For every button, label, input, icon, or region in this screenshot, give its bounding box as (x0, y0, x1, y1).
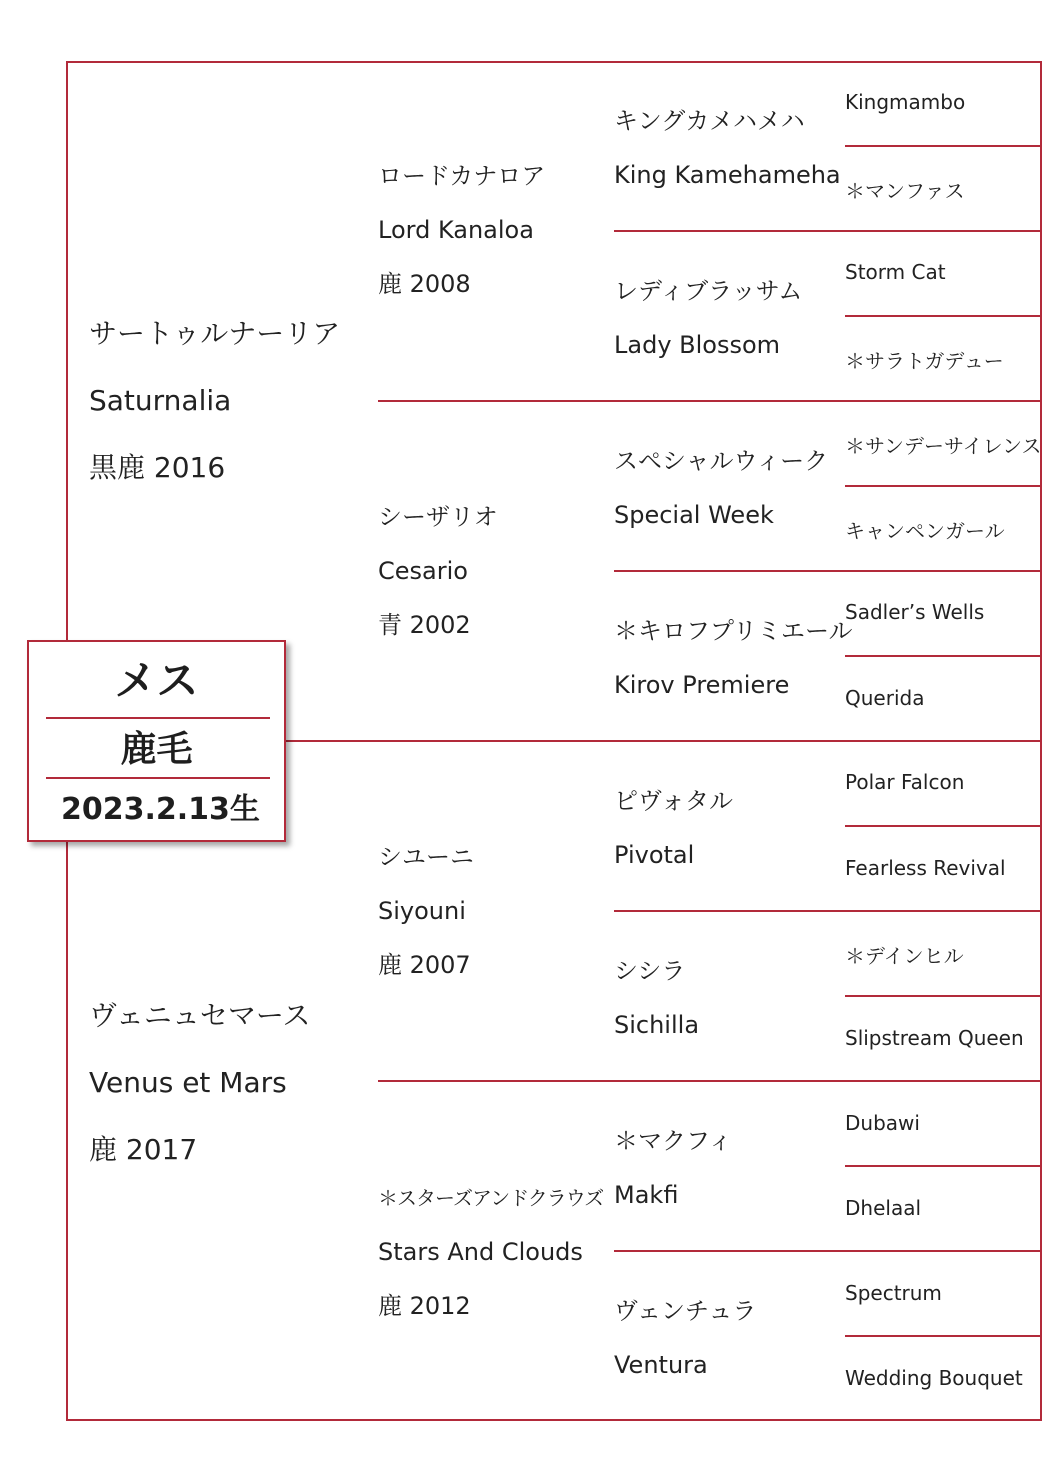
gen4-divider (845, 485, 1042, 487)
gen4-entry: ＊サンデーサイレンス (845, 434, 1042, 458)
gen4-entry: ＊マンファス (845, 179, 965, 203)
gen2-entry (378, 1171, 603, 1333)
gen4-entry: ＊サラトガデュー (845, 349, 1004, 373)
gen4-entry: Storm Cat (845, 260, 946, 284)
gen4-divider (845, 655, 1042, 657)
gen3-name-en: Kirov Premiere (614, 671, 790, 699)
sire-name-jp: サートゥルナーリア (89, 317, 341, 350)
gen3-divider (614, 230, 1042, 232)
gen3-divider (614, 910, 1042, 912)
gen3-name-jp: レディブラッサム (614, 277, 803, 305)
gen2-info: 鹿 2008 (378, 270, 471, 298)
gen2-divider (378, 400, 1042, 402)
horse-coat: 鹿毛 (120, 729, 193, 770)
gen2-name-jp: シーザリオ (378, 503, 498, 531)
gen4-entry: Fearless Revival (845, 856, 1006, 880)
gen4-divider (845, 1335, 1042, 1337)
gen2-name-en: Lord Kanaloa (378, 216, 534, 244)
gen4-divider (845, 825, 1042, 827)
horse-info-box (27, 640, 286, 842)
gen2-info: 鹿 2012 (378, 1292, 471, 1320)
gen4-entry: Dubawi (845, 1111, 920, 1135)
gen3-name-jp: ピヴォタル (614, 787, 734, 815)
gen3-entry (614, 1114, 732, 1222)
gen3-entry (614, 604, 853, 712)
gen3-entry (614, 1284, 756, 1392)
gen2-entry (378, 830, 474, 992)
gen3-name-en: Ventura (614, 1351, 708, 1379)
gen2-name-jp: ロードカナロア (378, 162, 546, 190)
gen3-name-en: King Kamehameha (614, 161, 841, 189)
gen2-info: 鹿 2007 (378, 951, 471, 979)
horse-box-divider (46, 717, 270, 719)
gen3-name-en: Special Week (614, 501, 774, 529)
gen3-name-jp: スペシャルウィーク (614, 447, 829, 475)
gen4-entry: Querida (845, 686, 925, 710)
horse-sex: メス (114, 656, 199, 705)
gen2-divider (378, 1080, 1042, 1082)
gen3-divider (614, 570, 1042, 572)
gen3-name-en: Pivotal (614, 841, 695, 869)
gen4-entry: キャンペンガール (845, 519, 1005, 543)
gen2-name-en: Siyouni (378, 897, 466, 925)
horse-box-divider (46, 777, 270, 779)
gen2-name-en: Stars And Clouds (378, 1238, 583, 1266)
gen2-entry (378, 149, 545, 311)
gen3-entry (614, 94, 841, 202)
gen4-divider (845, 1165, 1042, 1167)
sire-info: 黒鹿 2016 (89, 451, 226, 484)
gen4-divider (845, 145, 1042, 147)
dam-name-en: Venus et Mars (89, 1066, 287, 1099)
dam-info: 鹿 2017 (89, 1133, 198, 1166)
gen4-entry: Slipstream Queen (845, 1026, 1024, 1050)
gen3-divider (614, 1250, 1042, 1252)
gen2-info: 青 2002 (378, 611, 471, 639)
horse-birth: 2023.2.13生 (61, 792, 260, 827)
sire-name-en: Saturnalia (89, 384, 232, 417)
gen3-name-jp: シシラ (614, 957, 686, 985)
gen3-name-en: Makfi (614, 1181, 679, 1209)
gen3-name-en: Lady Blossom (614, 331, 781, 359)
gen4-entry: Sadler’s Wells (845, 600, 985, 624)
gen2-name-jp: ＊スターズアンドクラウズ (378, 1186, 604, 1210)
gen3-entry (614, 434, 828, 542)
gen4-entry: ＊デインヒル (845, 944, 964, 968)
gen3-name-jp: ＊キロフプリミエール (614, 617, 853, 645)
gen3-entry (614, 264, 802, 372)
gen3-name-jp: ＊マクフィ (614, 1127, 733, 1155)
gen4-entry: Kingmambo (845, 90, 966, 114)
gen4-entry: Dhelaal (845, 1196, 922, 1220)
gen2-entry (378, 490, 498, 652)
sire-entry (89, 300, 340, 501)
gen4-entry: Wedding Bouquet (845, 1366, 1023, 1390)
dam-entry (89, 982, 310, 1183)
gen4-entry: Polar Falcon (845, 770, 965, 794)
gen3-entry (614, 944, 699, 1052)
gen3-name-en: Sichilla (614, 1011, 700, 1039)
gen2-name-en: Cesario (378, 557, 468, 585)
gen4-divider (845, 995, 1042, 997)
gen3-entry (614, 774, 733, 882)
dam-name-jp: ヴェニュセマース (89, 999, 311, 1032)
gen4-entry: Spectrum (845, 1281, 942, 1305)
gen3-name-jp: ヴェンチュラ (614, 1297, 757, 1325)
gen3-name-jp: キングカメハメハ (614, 107, 805, 135)
sire-dam-divider (286, 740, 1042, 742)
gen4-divider (845, 315, 1042, 317)
gen2-name-jp: シユーニ (378, 843, 474, 871)
